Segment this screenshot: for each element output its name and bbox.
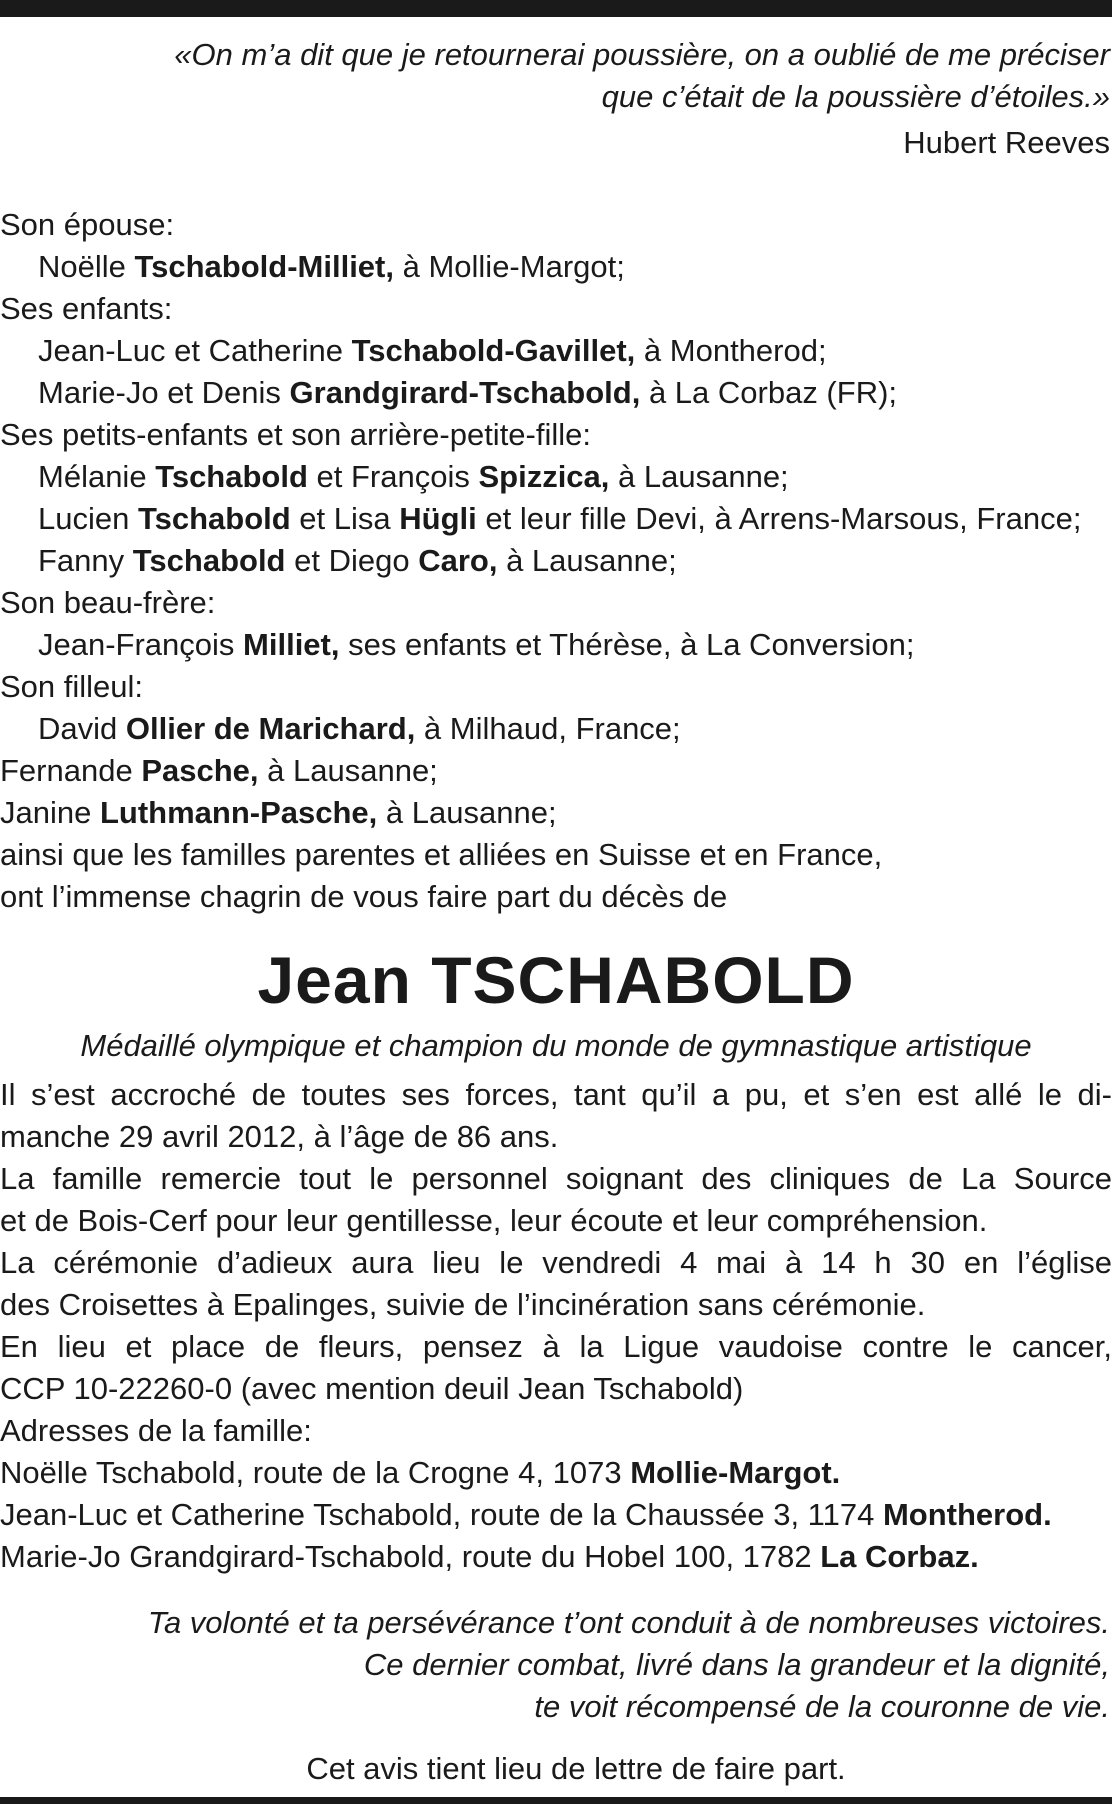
address-city: Mollie-Margot. xyxy=(630,1455,841,1490)
surname: Tschabold-Milliet, xyxy=(134,249,394,284)
surname: Grandgirard-Tschabold, xyxy=(289,375,641,410)
closing-quote-line: Ta volonté et ta persévérance t’ont conduit à de nombreuses victoires. xyxy=(147,1605,1110,1640)
brother-in-law-heading: Son beau-frère: xyxy=(0,585,216,620)
surname: Tschabold xyxy=(137,501,291,536)
address-entry xyxy=(0,1494,1112,1536)
place: à Lausanne; xyxy=(609,459,789,494)
closing-line: ainsi que les familles parentes et alliées en Suisse et en France, xyxy=(0,837,883,872)
surname: Milliet, xyxy=(243,627,340,662)
surname: Pasche, xyxy=(141,753,259,788)
surname: Tschabold-Gavillet, xyxy=(351,333,636,368)
surname: Spizzica, xyxy=(478,459,610,494)
epigraph-line: que c’était de la poussière d’étoiles.» xyxy=(601,79,1110,114)
address-text: Marie-Jo Grandgirard-Tschabold, route du Hobel 100, 1782 xyxy=(0,1539,821,1574)
first-name: Lucien xyxy=(38,501,138,536)
body-line: La cérémonie d’adieux aura lieu le vendredi 4 mai à 14 h 30 en l’église xyxy=(0,1245,1112,1280)
place: à Lausanne; xyxy=(258,753,438,788)
place: à Milhaud, France; xyxy=(415,711,681,746)
closing-quote-line: te voit récompensé de la couronne de vie. xyxy=(534,1689,1110,1724)
body-line: La famille remercie tout le personnel soignant des cliniques de La Source xyxy=(0,1161,1112,1196)
brother-in-law-entry xyxy=(0,624,1112,666)
connector: et Lisa xyxy=(290,501,400,536)
first-name: David xyxy=(38,711,126,746)
surname: Hügli xyxy=(399,501,477,536)
first-name: Fanny xyxy=(38,543,133,578)
bottom-rule xyxy=(0,1797,1112,1804)
surname: Caro, xyxy=(418,543,498,578)
connector: et Diego xyxy=(285,543,419,578)
first-name: Marie-Jo et Denis xyxy=(38,375,290,410)
godson-heading: Son filleul: xyxy=(0,669,144,704)
other-relative-entry xyxy=(0,792,1112,834)
godson-entry xyxy=(0,708,1112,750)
place: à Mollie-Margot; xyxy=(394,249,625,284)
grandchild-entry xyxy=(0,498,1112,540)
closing-quote-line: Ce dernier combat, livré dans la grandeur et la dignité, xyxy=(363,1647,1110,1682)
place: à Lausanne; xyxy=(497,543,677,578)
place: ses enfants et Thérèse, à La Conversion; xyxy=(339,627,915,662)
place: à Montherod; xyxy=(635,333,827,368)
place: à La Corbaz (FR); xyxy=(640,375,898,410)
surname: Tschabold xyxy=(155,459,308,494)
body-line: et de Bois-Cerf pour leur gentillesse, leur écoute et leur compréhension. xyxy=(0,1203,988,1238)
closing-line: ont l’immense chagrin de vous faire part du décès de xyxy=(0,879,728,914)
grandchild-entry xyxy=(0,540,1112,582)
body-line: En lieu et place de fleurs, pensez à la Ligue vaudoise contre le cancer, xyxy=(0,1329,1112,1364)
first-name: Jean-François xyxy=(38,627,244,662)
surname: Tschabold xyxy=(132,543,286,578)
body-line: des Croisettes à Epalinges, suivie de l’incinération sans cérémonie. xyxy=(0,1287,926,1322)
address-entry xyxy=(0,1452,1112,1494)
first-name: Fernande xyxy=(0,753,142,788)
children-heading: Ses enfants: xyxy=(0,291,173,326)
first-name: Mélanie xyxy=(38,459,156,494)
epigraph xyxy=(0,34,1112,118)
connector: et François xyxy=(307,459,479,494)
body-line: manche 29 avril 2012, à l’âge de 86 ans. xyxy=(0,1119,559,1154)
family-list xyxy=(0,204,1112,918)
address-entry xyxy=(0,1536,1112,1578)
obituary-body xyxy=(0,1074,1112,1578)
addresses-heading: Adresses de la famille: xyxy=(0,1413,312,1448)
closing-quote xyxy=(0,1602,1112,1728)
body-line: Il s’est accroché de toutes ses forces, tant qu’il a pu, et s’en est allé le di- xyxy=(0,1077,1112,1112)
notice-line: Cet avis tient lieu de lettre de faire part. xyxy=(306,1751,846,1786)
top-rule xyxy=(0,0,1112,17)
deceased-subtitle: Médaillé olympique et champion du monde de gymnastique artistique xyxy=(80,1028,1032,1063)
address-text: Jean-Luc et Catherine Tschabold, route de la Chaussée 3, 1174 xyxy=(0,1497,883,1532)
address-city: La Corbaz. xyxy=(820,1539,979,1574)
epigraph-author: Hubert Reeves xyxy=(903,125,1110,160)
other-relative-entry xyxy=(0,750,1112,792)
address-city: Montherod. xyxy=(882,1497,1052,1532)
spouse-entry xyxy=(0,246,1112,288)
spouse-heading: Son épouse: xyxy=(0,207,175,242)
first-name: Noëlle xyxy=(38,249,135,284)
body-line: CCP 10-22260-0 (avec mention deuil Jean Tschabold) xyxy=(0,1371,744,1406)
first-name: Jean-Luc et Catherine xyxy=(38,333,352,368)
address-text: Noëlle Tschabold, route de la Crogne 4, 1073 xyxy=(0,1455,631,1490)
surname: Ollier de Marichard, xyxy=(125,711,416,746)
grandchildren-heading: Ses petits-enfants et son arrière-petite-fille: xyxy=(0,417,591,452)
obituary-content xyxy=(0,34,1112,1790)
epigraph-line: «On m’a dit que je retournerai poussière, on a oublié de me préciser xyxy=(174,37,1110,72)
place: à Lausanne; xyxy=(377,795,557,830)
deceased-name: Jean TSCHABOLD xyxy=(257,943,855,1017)
child-entry xyxy=(0,330,1112,372)
surname: Luthmann-Pasche, xyxy=(99,795,378,830)
place: et leur fille Devi, à Arrens-Marsous, France; xyxy=(476,501,1082,536)
first-name: Janine xyxy=(0,795,100,830)
child-entry xyxy=(0,372,1112,414)
grandchild-entry xyxy=(0,456,1112,498)
